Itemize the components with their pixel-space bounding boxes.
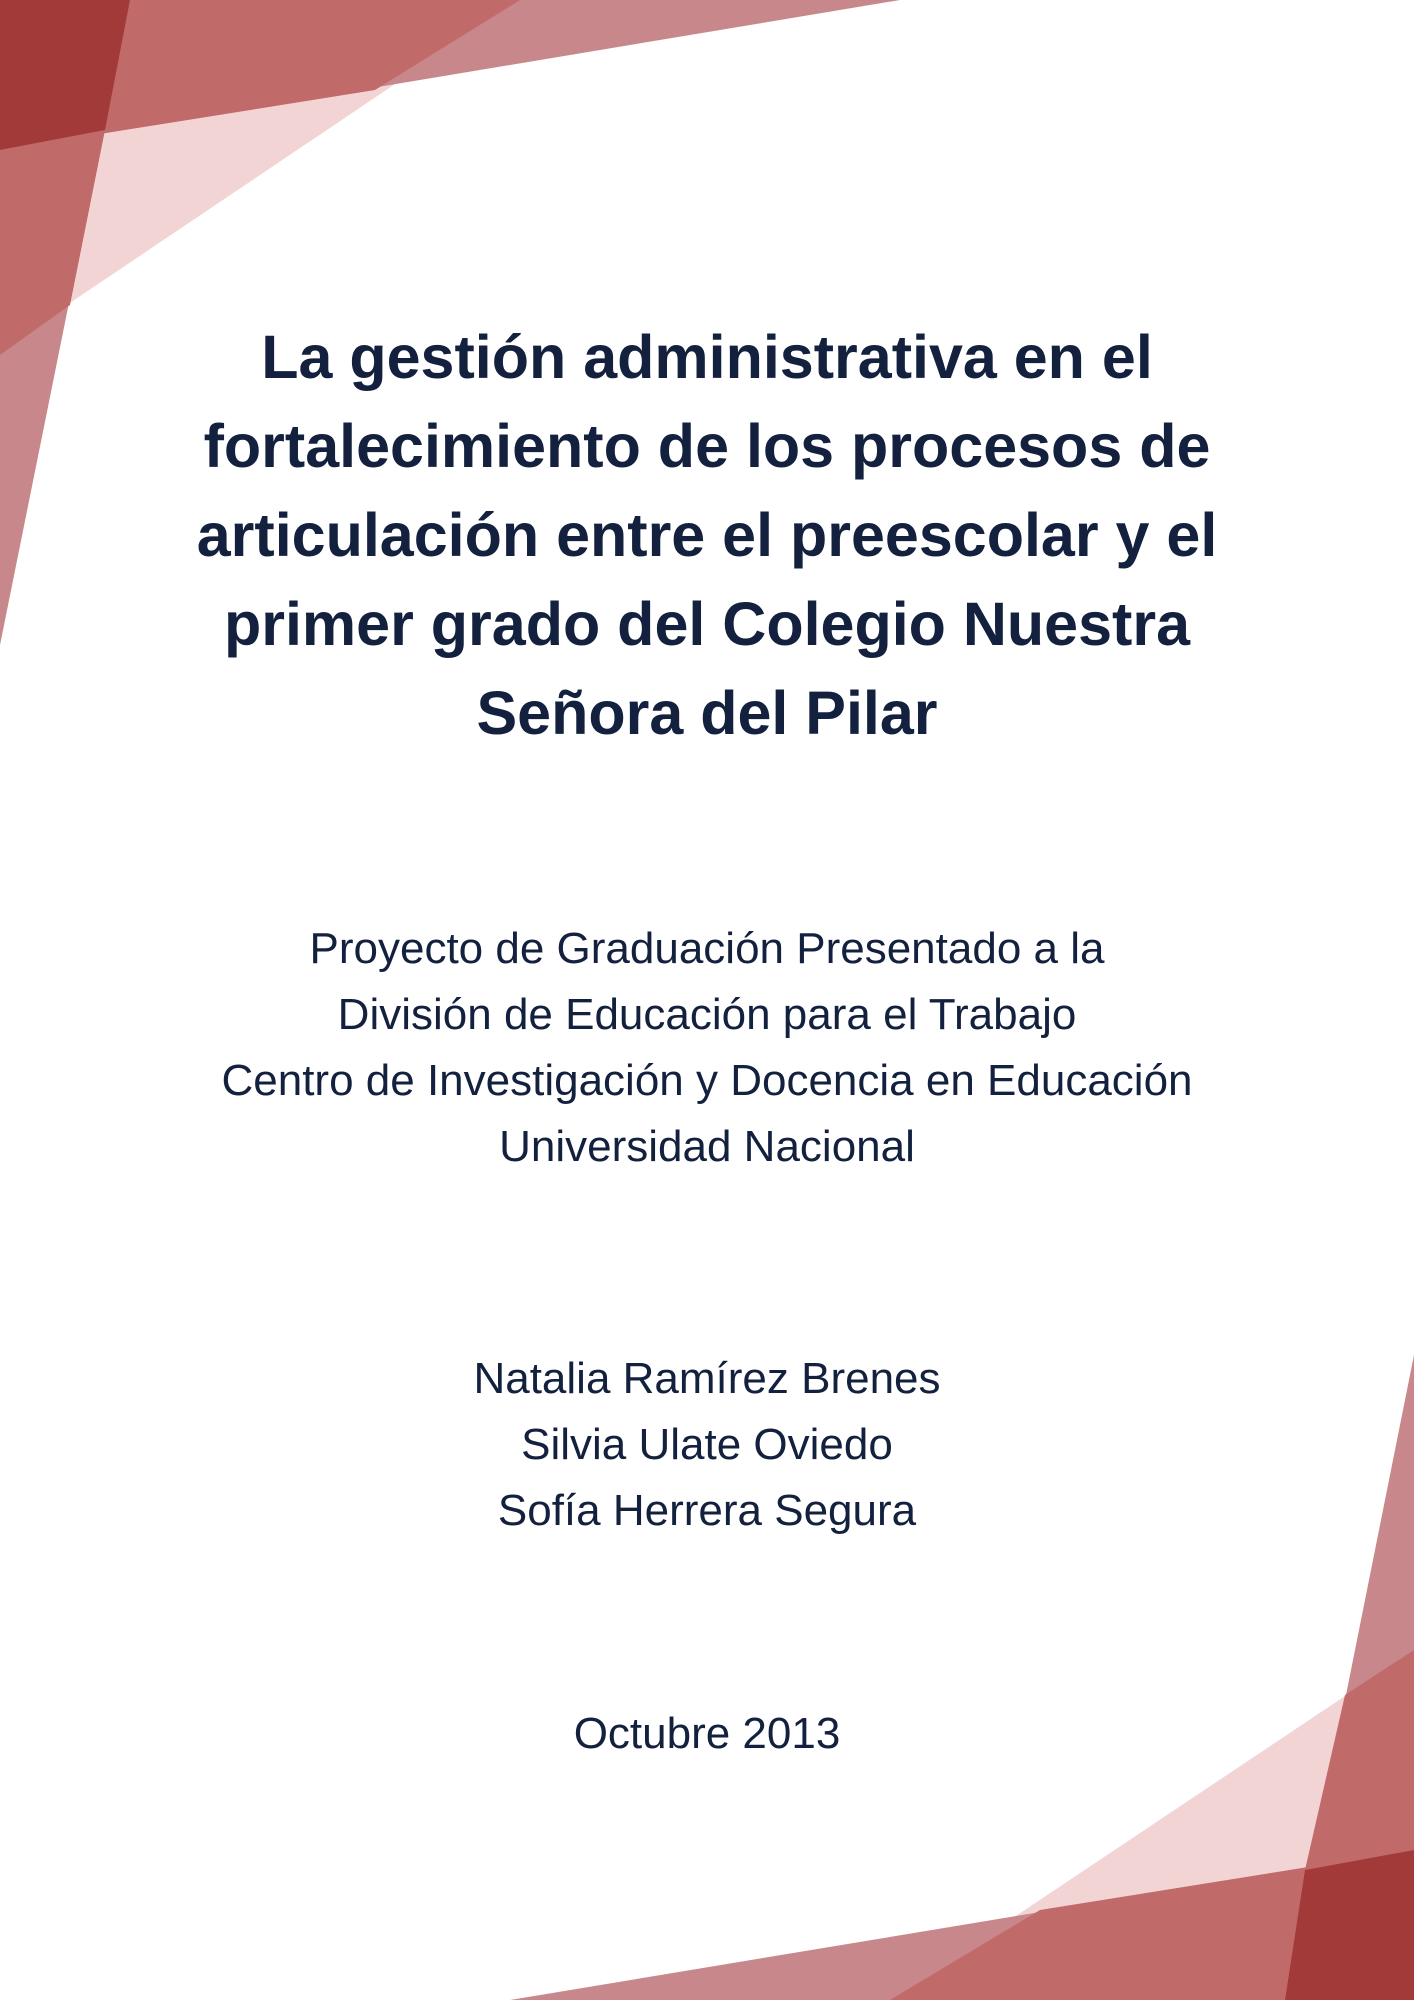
subtitle-line: Universidad Nacional [499,1122,915,1171]
publication-date: Octubre 2013 [573,1709,841,1758]
author-name: Sofía Herrera Segura [497,1486,917,1535]
title-line: articulación entre el preescolar y el [196,501,1218,569]
author-name: Silvia Ulate Oviedo [521,1420,893,1469]
authors-block [100,1346,1314,1544]
document-title [160,313,1254,758]
subtitle-line: División de Educación para el Trabajo [337,990,1077,1039]
title-line: fortalecimiento de los procesos de [203,412,1211,480]
title-line: Señora del Pilar [476,679,938,747]
institution-block [100,916,1314,1180]
title-line: La gestión administrativa en el [261,323,1153,391]
title-line: primer grado del Colegio Nuestra [223,590,1191,658]
author-name: Natalia Ramírez Brenes [473,1354,941,1403]
subtitle-line: Centro de Investigación y Docencia en Educación [221,1056,1193,1105]
subtitle-line: Proyecto de Graduación Presentado a la [309,924,1105,973]
